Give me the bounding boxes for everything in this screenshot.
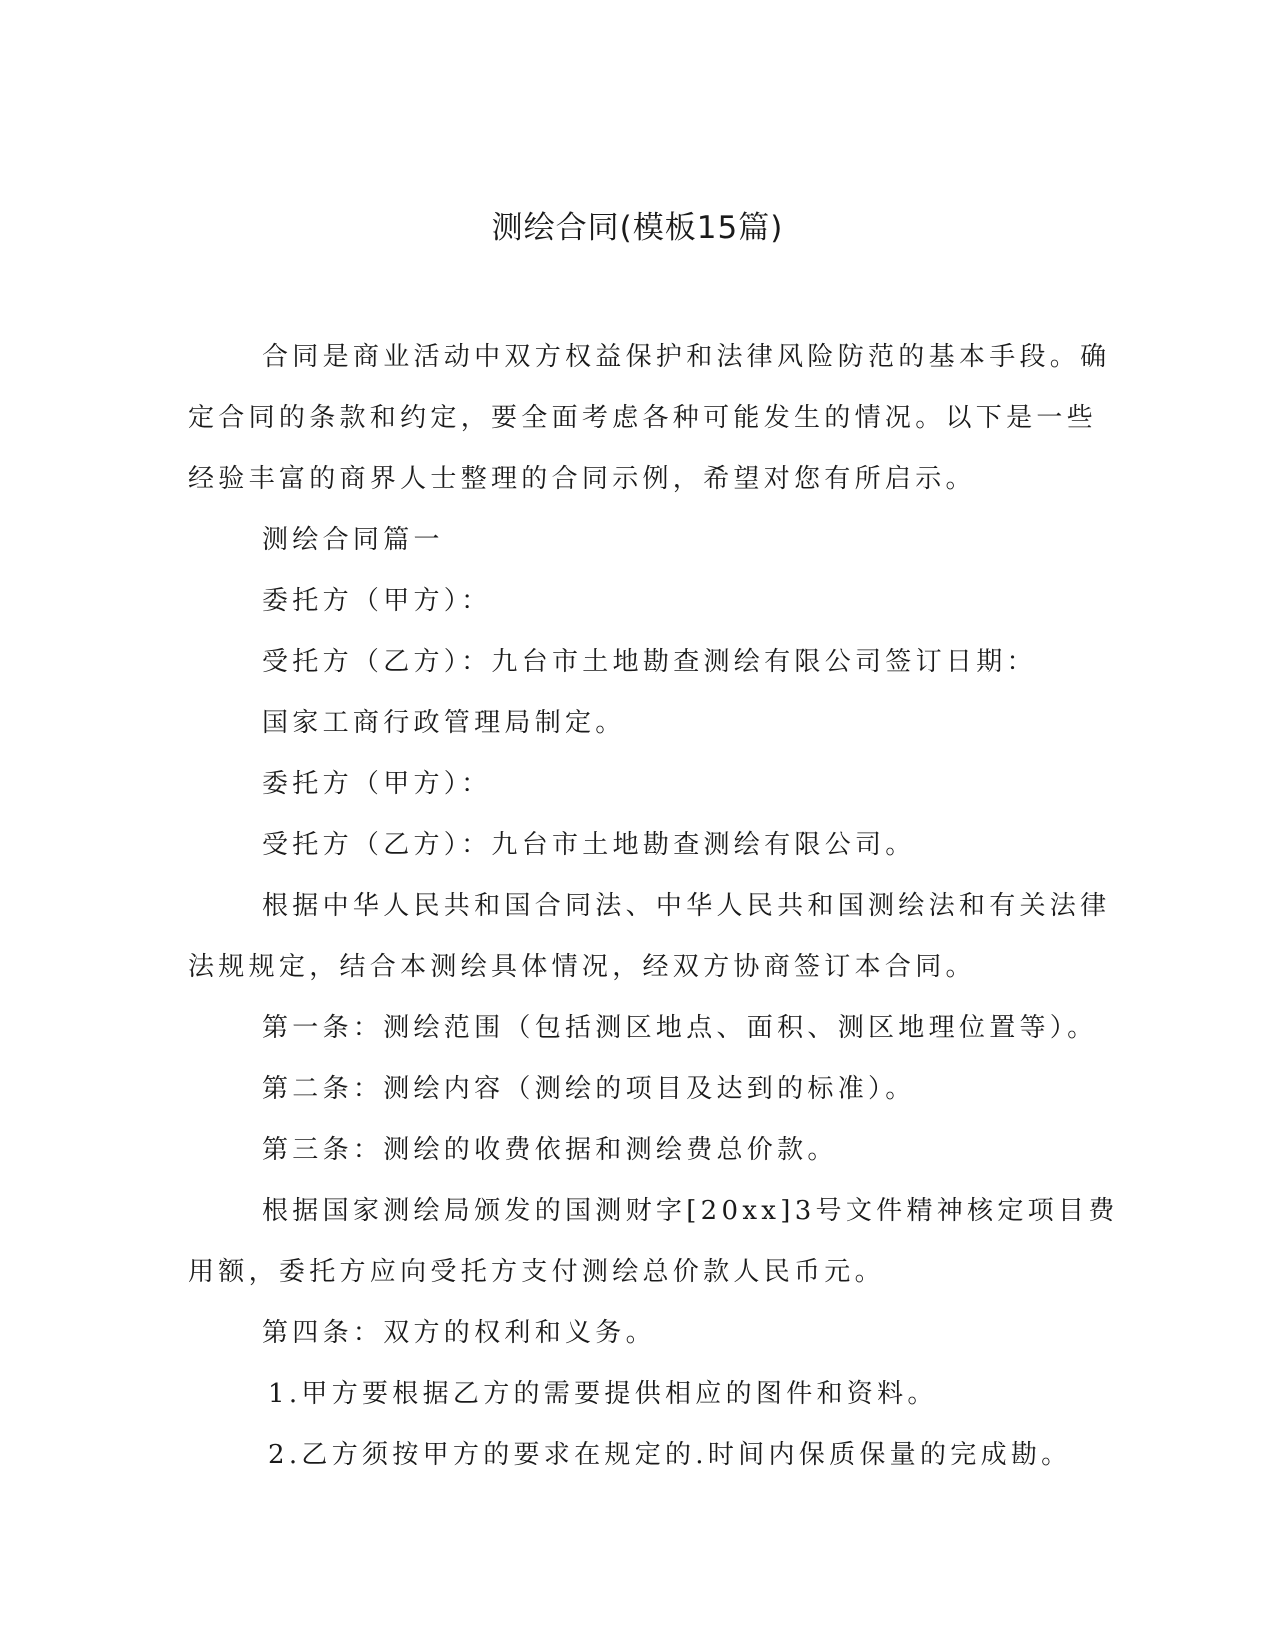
body-line: 用额，委托方应向受托方支付测绘总价款人民币元。 — [188, 1257, 885, 1287]
body-line: 根据国家测绘局颁发的国测财字[20xx]3号文件精神核定项目费 — [262, 1196, 1119, 1226]
clause-line: 第一条：测绘范围（包括测区地点、面积、测区地理位置等）。 — [262, 1013, 1098, 1043]
section-heading: 测绘合同篇一 — [262, 525, 444, 555]
body-line: 合同是商业活动中双方权益保护和法律风险防范的基本手段。确 — [262, 342, 1111, 372]
clause-line: 第三条：测绘的收费依据和测绘费总价款。 — [262, 1135, 838, 1165]
clause-line: 第四条：双方的权利和义务。 — [262, 1318, 656, 1348]
body-line: 受托方（乙方）：九台市土地勘查测绘有限公司。 — [262, 830, 916, 860]
body-line: 受托方（乙方）：九台市土地勘查测绘有限公司签订日期： — [262, 647, 1037, 677]
clause-line: 第二条：测绘内容（测绘的项目及达到的标准）。 — [262, 1074, 916, 1104]
document-title: 测绘合同(模板15篇) — [491, 210, 784, 246]
body-line: 委托方（甲方）： — [262, 769, 492, 799]
list-item: 1.甲方要根据乙方的需要提供相应的图件和资料。 — [268, 1379, 938, 1409]
body-line: 法规规定，结合本测绘具体情况，经双方协商签订本合同。 — [188, 952, 976, 982]
body-line: 根据中华人民共和国合同法、中华人民共和国测绘法和有关法律 — [262, 891, 1111, 921]
body-line: 国家工商行政管理局制定。 — [262, 708, 626, 738]
list-item: 2.乙方须按甲方的要求在规定的.时间内保质保量的完成勘。 — [268, 1440, 1072, 1470]
body-line: 经验丰富的商界人士整理的合同示例，希望对您有所启示。 — [188, 464, 976, 494]
body-line: 委托方（甲方）： — [262, 586, 492, 616]
document-body — [188, 327, 1119, 1486]
body-line: 定合同的条款和约定，要全面考虑各种可能发生的情况。以下是一些 — [188, 403, 1098, 433]
